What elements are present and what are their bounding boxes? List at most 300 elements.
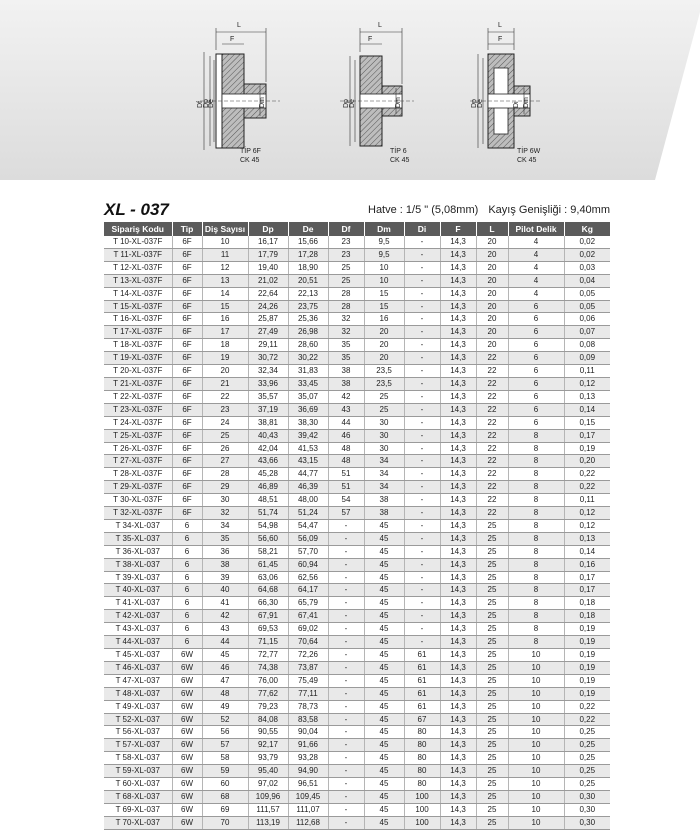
table-cell: 9,5 [364, 236, 404, 248]
table-cell: 43,15 [288, 455, 328, 468]
table-cell: 44,77 [288, 468, 328, 481]
table-cell: 45 [364, 726, 404, 739]
table-cell: 61 [404, 700, 440, 713]
table-cell: 6W [172, 803, 202, 816]
table-cell: 6 [172, 558, 202, 571]
table-row [104, 571, 610, 584]
table-cell: 45 [364, 636, 404, 649]
table-cell: - [404, 636, 440, 649]
table-cell: - [328, 610, 364, 623]
table-row [104, 403, 610, 416]
table-cell: 45 [364, 545, 404, 558]
table-cell: T 58-XL-037 [104, 752, 172, 765]
dim-label-2-2: Dm [395, 97, 402, 108]
table-cell: 0,30 [564, 803, 610, 816]
table-cell: 80 [404, 739, 440, 752]
table-cell: 40,43 [248, 429, 288, 442]
table-cell: 46 [202, 661, 248, 674]
table-cell: 14,3 [440, 700, 476, 713]
table-cell: - [328, 674, 364, 687]
table-cell: 35 [328, 339, 364, 352]
table-cell: 6W [172, 687, 202, 700]
table-cell: 6F [172, 287, 202, 300]
table-cell: 12 [202, 261, 248, 274]
table-cell: T 17-XL-037F [104, 326, 172, 339]
table-cell: 25 [364, 403, 404, 416]
table-cell: 25 [476, 803, 508, 816]
table-cell: - [404, 610, 440, 623]
table-cell: 51,24 [288, 507, 328, 520]
table-cell: - [404, 558, 440, 571]
table-row [104, 365, 610, 378]
table-cell: 67 [404, 713, 440, 726]
table-cell: 26,98 [288, 326, 328, 339]
table-cell: 6 [508, 403, 564, 416]
table-cell: 8 [508, 623, 564, 636]
table-cell: 38,81 [248, 416, 288, 429]
table-cell: 14 [202, 287, 248, 300]
table-cell: 6 [508, 313, 564, 326]
table-row [104, 649, 610, 662]
table-cell: 45 [364, 765, 404, 778]
table-cell: 6 [172, 571, 202, 584]
table-cell: 30 [364, 429, 404, 442]
table-cell: 6F [172, 442, 202, 455]
table-cell: 14,3 [440, 765, 476, 778]
table-cell: 22 [476, 365, 508, 378]
table-cell: 6F [172, 429, 202, 442]
table-cell: 113,19 [248, 816, 288, 829]
table-cell: 61 [404, 687, 440, 700]
table-cell: 14,3 [440, 519, 476, 532]
table-cell: - [328, 636, 364, 649]
table-cell: 6 [508, 416, 564, 429]
table-row [104, 300, 610, 313]
table-cell: T 59-XL-037 [104, 765, 172, 778]
table-cell: 38,30 [288, 416, 328, 429]
table-cell: 0,02 [564, 236, 610, 248]
header-row [104, 222, 610, 236]
table-cell: 64,68 [248, 584, 288, 597]
table-cell: T 20-XL-037F [104, 365, 172, 378]
column-header: Kg [564, 222, 610, 236]
table-cell: 10 [508, 816, 564, 829]
table-cell: 14,3 [440, 636, 476, 649]
table-cell: 6F [172, 455, 202, 468]
table-cell: - [328, 623, 364, 636]
table-cell: 45 [364, 558, 404, 571]
table-cell: 25 [476, 532, 508, 545]
table-cell: - [404, 623, 440, 636]
table-cell: 37,19 [248, 403, 288, 416]
table-cell: 20 [364, 352, 404, 365]
table-cell: 45 [364, 661, 404, 674]
table-cell: 54,47 [288, 519, 328, 532]
table-row [104, 481, 610, 494]
table-cell: 10 [508, 790, 564, 803]
table-cell: - [328, 726, 364, 739]
table-cell: 10 [508, 739, 564, 752]
table-cell: 0,12 [564, 519, 610, 532]
table-cell: 34 [364, 481, 404, 494]
table-cell: 57,70 [288, 545, 328, 558]
table-cell: 65,79 [288, 597, 328, 610]
table-cell: 51,74 [248, 507, 288, 520]
dim-F-3: F [498, 36, 503, 43]
table-cell: 22 [476, 429, 508, 442]
table-cell: 0,06 [564, 313, 610, 326]
table-cell: 69 [202, 803, 248, 816]
table-cell: 78,73 [288, 700, 328, 713]
table-cell: 14,3 [440, 545, 476, 558]
table-cell: 35 [328, 352, 364, 365]
table-cell: 8 [508, 558, 564, 571]
table-cell: 14,3 [440, 532, 476, 545]
table-cell: 20 [202, 365, 248, 378]
table-cell: T 48-XL-037 [104, 687, 172, 700]
table-cell: 94,90 [288, 765, 328, 778]
table-cell: 30,22 [288, 352, 328, 365]
table-cell: 0,04 [564, 274, 610, 287]
table-cell: 10 [508, 752, 564, 765]
table-cell: 45,28 [248, 468, 288, 481]
table-cell: 33,45 [288, 377, 328, 390]
table-cell: 20 [476, 261, 508, 274]
table-cell: 77,11 [288, 687, 328, 700]
table-cell: 10 [508, 687, 564, 700]
table-cell: 25 [202, 429, 248, 442]
table-cell: 22 [476, 507, 508, 520]
column-header: L [476, 222, 508, 236]
table-cell: 46 [328, 429, 364, 442]
table-cell: 33,96 [248, 377, 288, 390]
table-cell: 32 [202, 507, 248, 520]
table-cell: 6F [172, 339, 202, 352]
table-cell: 28 [328, 300, 364, 313]
table-cell: 25 [364, 390, 404, 403]
table-cell: 22 [476, 481, 508, 494]
table-row [104, 455, 610, 468]
table-cell: 6 [172, 636, 202, 649]
table-cell: T 16-XL-037F [104, 313, 172, 326]
table-cell: 36 [202, 545, 248, 558]
table-cell: 6W [172, 752, 202, 765]
table-cell: 79,23 [248, 700, 288, 713]
table-cell: 52 [202, 713, 248, 726]
table-cell: T 32-XL-037F [104, 507, 172, 520]
table-cell: 39,42 [288, 429, 328, 442]
table-cell: 0,14 [564, 545, 610, 558]
table-cell: 18,90 [288, 261, 328, 274]
table-cell: 14,3 [440, 649, 476, 662]
table-cell: 36,69 [288, 403, 328, 416]
table-cell: - [328, 739, 364, 752]
table-cell: 6F [172, 274, 202, 287]
table-cell: 60,94 [288, 558, 328, 571]
table-cell: 0,19 [564, 674, 610, 687]
table-cell: 10 [508, 674, 564, 687]
table-cell: 20 [476, 313, 508, 326]
table-cell: 0,22 [564, 481, 610, 494]
table-cell: 70 [202, 816, 248, 829]
table-cell: 20 [476, 339, 508, 352]
table-cell: 0,30 [564, 816, 610, 829]
table-cell: 25 [476, 571, 508, 584]
table-cell: 14,3 [440, 365, 476, 378]
table-cell: 6W [172, 778, 202, 791]
dim-label-1-3: Dm [259, 97, 266, 108]
table-cell: 20 [364, 326, 404, 339]
table-cell: 40 [202, 584, 248, 597]
table-cell: 0,02 [564, 248, 610, 261]
table-row [104, 597, 610, 610]
dim-L-3: L [498, 22, 502, 29]
table-cell: 8 [508, 481, 564, 494]
table-cell: 25 [328, 261, 364, 274]
table-cell: 70,64 [288, 636, 328, 649]
table-cell: - [328, 816, 364, 829]
table-cell: 6 [172, 532, 202, 545]
table-cell: 80 [404, 778, 440, 791]
table-cell: - [404, 352, 440, 365]
dim-label-2-1: De [349, 99, 356, 108]
table-cell: 14,3 [440, 726, 476, 739]
table-cell: 109,96 [248, 790, 288, 803]
table-cell: 10 [508, 649, 564, 662]
table-cell: 0,08 [564, 339, 610, 352]
table-cell: 8 [508, 507, 564, 520]
table-cell: 6 [508, 326, 564, 339]
table-cell: 14,3 [440, 248, 476, 261]
table-cell: 63,06 [248, 571, 288, 584]
table-row [104, 816, 610, 829]
table-cell: 20 [476, 236, 508, 248]
dim-label-1-2: De [208, 99, 215, 108]
table-cell: 45 [364, 713, 404, 726]
table-body [104, 236, 610, 829]
table-cell: 14,3 [440, 687, 476, 700]
table-cell: 6F [172, 236, 202, 248]
column-header: Dp [248, 222, 288, 236]
table-cell: T 28-XL-037F [104, 468, 172, 481]
table-cell: 72,77 [248, 649, 288, 662]
table-cell: 14,3 [440, 674, 476, 687]
table-row [104, 803, 610, 816]
table-cell: 6W [172, 674, 202, 687]
table-cell: - [404, 532, 440, 545]
table-cell: 25 [476, 661, 508, 674]
table-cell: 25 [476, 597, 508, 610]
table-cell: 80 [404, 726, 440, 739]
table-cell: 14,3 [440, 326, 476, 339]
table-cell: 21 [202, 377, 248, 390]
table-cell: 14,3 [440, 584, 476, 597]
table-cell: 0,11 [564, 365, 610, 378]
table-cell: 6 [508, 300, 564, 313]
diagram-2-tip: TİP 6 [390, 148, 407, 155]
table-cell: 14,3 [440, 442, 476, 455]
table-cell: 32,34 [248, 365, 288, 378]
table-cell: 0,30 [564, 790, 610, 803]
table-cell: 111,57 [248, 803, 288, 816]
table-cell: T 35-XL-037 [104, 532, 172, 545]
table-cell: 6F [172, 326, 202, 339]
table-cell: 45 [364, 623, 404, 636]
table-cell: 6F [172, 313, 202, 326]
table-cell: 43,66 [248, 455, 288, 468]
table-cell: 8 [508, 610, 564, 623]
table-cell: 45 [364, 597, 404, 610]
table-cell: 8 [508, 636, 564, 649]
table-cell: 38 [328, 365, 364, 378]
table-cell: 25,87 [248, 313, 288, 326]
table-cell: 24,26 [248, 300, 288, 313]
table-cell: 8 [508, 545, 564, 558]
table-cell: 91,66 [288, 739, 328, 752]
table-cell: 14,3 [440, 739, 476, 752]
table-cell: 23,75 [288, 300, 328, 313]
table-cell: 84,08 [248, 713, 288, 726]
table-row [104, 287, 610, 300]
dim-label-3-2: Di [513, 101, 520, 108]
table-cell: 14,3 [440, 481, 476, 494]
table-cell: 14,3 [440, 429, 476, 442]
table-cell: T 42-XL-037 [104, 610, 172, 623]
table-cell: 109,45 [288, 790, 328, 803]
table-cell: 0,09 [564, 352, 610, 365]
table-cell: 6W [172, 790, 202, 803]
table-row [104, 713, 610, 726]
table-cell: 6W [172, 765, 202, 778]
table-cell: 6 [508, 390, 564, 403]
table-cell: 41 [202, 597, 248, 610]
table-cell: T 43-XL-037 [104, 623, 172, 636]
table-cell: 38 [364, 494, 404, 507]
table-cell: 16 [202, 313, 248, 326]
table-cell: 83,58 [288, 713, 328, 726]
table-cell: 44 [328, 416, 364, 429]
table-cell: 0,18 [564, 610, 610, 623]
table-row [104, 261, 610, 274]
table-cell: 4 [508, 287, 564, 300]
table-cell: 21,02 [248, 274, 288, 287]
dim-label-3-1: De [477, 99, 484, 108]
table-cell: 45 [364, 571, 404, 584]
table-cell: 6 [508, 365, 564, 378]
table-cell: - [328, 752, 364, 765]
table-row [104, 661, 610, 674]
table-cell: 25,36 [288, 313, 328, 326]
table-cell: T 70-XL-037 [104, 816, 172, 829]
table-cell: 0,19 [564, 687, 610, 700]
table-cell: 69,53 [248, 623, 288, 636]
table-cell: 0,15 [564, 416, 610, 429]
table-cell: 25 [476, 752, 508, 765]
table-row [104, 790, 610, 803]
table-cell: 14,3 [440, 816, 476, 829]
diagram-2-ck: CK 45 [390, 157, 410, 164]
table-cell: T 25-XL-037F [104, 429, 172, 442]
table-cell: T 40-XL-037 [104, 584, 172, 597]
table-cell: 0,05 [564, 300, 610, 313]
table-cell: T 18-XL-037F [104, 339, 172, 352]
table-cell: 6F [172, 248, 202, 261]
table-cell: 73,87 [288, 661, 328, 674]
table-cell: 0,22 [564, 713, 610, 726]
table-cell: - [404, 571, 440, 584]
table-cell: 8 [508, 429, 564, 442]
table-row [104, 236, 610, 248]
table-cell: 22,13 [288, 287, 328, 300]
table-cell: 6F [172, 352, 202, 365]
table-row [104, 610, 610, 623]
table-cell: 29 [202, 481, 248, 494]
table-cell: 23 [202, 403, 248, 416]
table-cell: 14,3 [440, 455, 476, 468]
table-cell: 97,02 [248, 778, 288, 791]
table-cell: 46,89 [248, 481, 288, 494]
table-cell: 10 [202, 236, 248, 248]
table-cell: 93,79 [248, 752, 288, 765]
table-cell: 48 [328, 455, 364, 468]
table-cell: - [328, 649, 364, 662]
table-cell: 23,5 [364, 365, 404, 378]
table-cell: 45 [364, 816, 404, 829]
table-row [104, 687, 610, 700]
table-cell: 10 [508, 765, 564, 778]
column-header: Di [404, 222, 440, 236]
table-cell: - [328, 545, 364, 558]
table-cell: 25 [476, 778, 508, 791]
table-cell: - [328, 803, 364, 816]
table-cell: T 22-XL-037F [104, 390, 172, 403]
table-heading [104, 200, 610, 220]
dim-L-2: L [378, 22, 382, 29]
table-cell: 25 [476, 700, 508, 713]
table-row [104, 623, 610, 636]
column-header: Dm [364, 222, 404, 236]
table-cell: 48,00 [288, 494, 328, 507]
table-cell: - [404, 442, 440, 455]
table-cell: 14,3 [440, 610, 476, 623]
table-row [104, 558, 610, 571]
dim-F-1: F [230, 36, 235, 43]
table-cell: 49 [202, 700, 248, 713]
table-cell: 6F [172, 468, 202, 481]
table-cell: T 29-XL-037F [104, 481, 172, 494]
table-cell: 71,15 [248, 636, 288, 649]
table-cell: 45 [364, 649, 404, 662]
table-cell: T 14-XL-037F [104, 287, 172, 300]
table-cell: 60 [202, 778, 248, 791]
table-cell: 42,04 [248, 442, 288, 455]
table-cell: - [404, 339, 440, 352]
table-cell: T 39-XL-037 [104, 571, 172, 584]
table-cell: 6 [508, 339, 564, 352]
table-cell: 41,53 [288, 442, 328, 455]
table-cell: 6 [172, 584, 202, 597]
table-cell: 14,3 [440, 468, 476, 481]
table-cell: 42 [202, 610, 248, 623]
table-cell: 67,91 [248, 610, 288, 623]
table-cell: 0,22 [564, 468, 610, 481]
table-cell: 0,20 [564, 455, 610, 468]
table-cell: 0,07 [564, 326, 610, 339]
table-cell: 15,66 [288, 236, 328, 248]
table-cell: 14,3 [440, 494, 476, 507]
table-cell: - [328, 532, 364, 545]
table-cell: - [404, 287, 440, 300]
